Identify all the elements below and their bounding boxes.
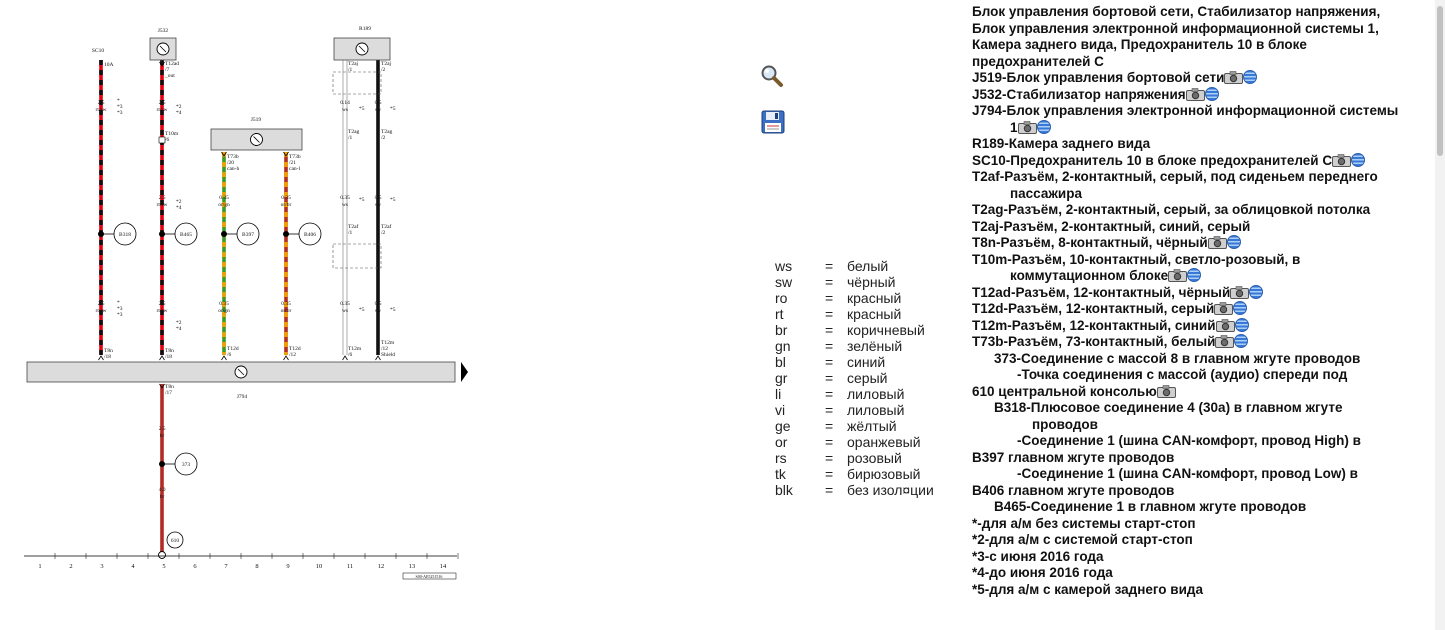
spec-col5: 2.5 <box>158 100 166 106</box>
pin-t2af-2: /2 <box>381 230 386 236</box>
spec-col3: 2.5 <box>97 100 105 106</box>
pin-t8n-18a: /18 <box>104 354 112 360</box>
legend-eq: = <box>825 354 834 370</box>
ruler-number: 14 <box>439 563 447 570</box>
pin-j532: _out <box>165 73 175 79</box>
legend-row <box>775 386 934 402</box>
node-b406-label: B406 <box>304 232 316 238</box>
legend-code: blk <box>775 482 793 498</box>
pin-t73b-21: /21 <box>289 160 297 166</box>
pin-t12m-6: /6 <box>348 352 353 358</box>
spec-col11: ws <box>341 202 349 208</box>
component-line: *3-с июня 2016 года <box>972 548 1104 564</box>
legend-code: br <box>775 322 788 338</box>
component-line: T2ag-Разъём, 2-контактный, серый, за облицовкой потолка <box>972 202 1371 217</box>
globe-icon[interactable] <box>1205 87 1219 101</box>
mark-col12: *5 <box>390 307 396 313</box>
legend-eq: = <box>825 386 834 402</box>
spec-col12: 0.5 <box>374 100 382 106</box>
globe-icon[interactable] <box>1243 70 1257 84</box>
spec-col9: 0.35 <box>281 301 291 307</box>
component-line: пассажира <box>1010 185 1082 201</box>
spec-col9: 0.35 <box>281 195 291 201</box>
mark-col11: *5 <box>359 106 365 112</box>
mark-col5: *2 <box>176 199 182 205</box>
spec-ground: br <box>159 494 165 500</box>
node-b465-label: B465 <box>180 232 192 238</box>
mark-col3: *3 <box>117 306 123 312</box>
legend-name: коричневый <box>847 322 925 338</box>
component-item[interactable] <box>972 318 1434 335</box>
legend-eq: = <box>825 370 834 386</box>
camera-icon[interactable] <box>1186 87 1205 102</box>
legend-code: li <box>775 386 782 402</box>
component-item[interactable] <box>972 301 1434 318</box>
component-line: J532-Стабилизатор напряжения <box>972 87 1434 104</box>
legend-name: без изол¤ции <box>847 482 934 498</box>
ruler-number: 12 <box>377 563 385 570</box>
camera-icon[interactable] <box>1215 334 1234 349</box>
legend-code: or <box>775 434 788 450</box>
component-item[interactable] <box>972 549 1434 566</box>
pin-r189-1: /1 <box>348 67 353 73</box>
camera-icon[interactable] <box>1214 301 1233 316</box>
pin-t12d-6: T12d <box>227 346 239 352</box>
component-line: T2aj-Разъём, 2-контактный, синий, серый <box>972 218 1251 234</box>
pin-t2ag-1: /1 <box>348 135 353 141</box>
legend-row <box>775 370 934 386</box>
globe-icon[interactable] <box>1235 318 1249 332</box>
spec-col3: rt/sw <box>95 308 107 314</box>
ruler-number: 11 <box>346 563 354 570</box>
pin-t8n-18b: /18 <box>165 354 173 360</box>
globe-icon[interactable] <box>1351 153 1365 167</box>
legend-row <box>775 450 934 466</box>
component-item[interactable] <box>972 499 1434 516</box>
pin-t73b-20: /20 <box>227 160 235 166</box>
spec-col3: rt/sw <box>95 107 107 113</box>
mark-col12: *5 <box>390 106 396 112</box>
component-item[interactable] <box>972 582 1434 599</box>
pin-t12d-6: /6 <box>227 352 232 358</box>
legend-name: синий <box>847 354 886 370</box>
connector-arrow <box>160 356 165 360</box>
connector-arrow <box>284 356 289 360</box>
pin-t2af-1: T2af <box>348 224 359 230</box>
camera-icon[interactable] <box>1224 70 1243 85</box>
component-line: 610 центральной консолью <box>972 384 1434 401</box>
component-line: B397 главном жгуте проводов <box>972 449 1175 465</box>
legend-name: лиловый <box>847 386 905 402</box>
ruler-number: 10 <box>315 563 323 570</box>
pin-t2af-1: /1 <box>348 230 353 236</box>
wire-color-legend <box>775 258 934 498</box>
legend-row <box>775 322 934 338</box>
component-item[interactable] <box>972 565 1434 582</box>
header-line: предохранителей C <box>972 53 1104 69</box>
component-line: -Соединение 1 (шина CAN-комфорт, провод Low) в <box>1017 466 1358 481</box>
legend-eq: = <box>825 466 834 482</box>
component-item[interactable] <box>972 532 1434 549</box>
component-line: *4-до июня 2016 года <box>972 565 1113 580</box>
pin-t8n-18b: T8n <box>165 348 174 354</box>
component-line: -Точка соединения с массой (аудио) спереди под <box>1017 367 1348 382</box>
mark-col11: *5 <box>359 307 365 313</box>
legend-eq: = <box>825 258 834 274</box>
spec-col9: or/br <box>280 202 292 208</box>
legend-eq: = <box>825 402 834 418</box>
legend-eq: = <box>825 306 834 322</box>
legend-code: sw <box>775 274 793 290</box>
component-line: T10m-Разъём, 10-контактный, светло-розовый, в <box>972 251 1301 267</box>
spec-col5: 2.5 <box>158 301 166 307</box>
component-item[interactable] <box>972 400 1434 433</box>
globe-icon[interactable] <box>1037 120 1051 134</box>
camera-icon[interactable] <box>1208 235 1227 250</box>
globe-icon[interactable] <box>1234 334 1248 348</box>
pin-t73b-21: T73b <box>289 154 301 160</box>
spec-col12: sw <box>374 308 382 314</box>
globe-icon[interactable] <box>1187 268 1201 282</box>
legend-eq: = <box>825 418 834 434</box>
ground-terminal <box>159 552 166 559</box>
header-line: Камера заднего вида, Предохранитель 10 в блоке <box>972 37 1307 52</box>
spec-col7: or/gn <box>218 308 230 314</box>
component-item[interactable] <box>972 285 1434 302</box>
legend-code: vi <box>775 402 786 418</box>
ruler-number: 8 <box>255 563 259 570</box>
component-item[interactable] <box>972 351 1434 368</box>
mark-col3: *3 <box>117 104 123 110</box>
legend-eq: = <box>825 290 834 306</box>
pin-t12m-12: T12m <box>381 340 395 346</box>
node-b397-label: B397 <box>242 232 254 238</box>
spec-col7: or/gn <box>218 202 230 208</box>
component-line: 373-Соединение с массой 8 в главном жгуте проводов <box>994 350 1361 366</box>
component-item[interactable] <box>972 219 1434 236</box>
legend-code: gr <box>775 370 788 386</box>
component-item[interactable] <box>972 433 1434 466</box>
pin-t2ag-2: /2 <box>381 135 386 141</box>
mark-col12: *5 <box>390 197 396 203</box>
component-line: *5-для а/м с камерой заднего вида <box>972 581 1203 597</box>
component-line: -Соединение 1 (шина CAN-комфорт, провод High) в <box>1017 433 1361 448</box>
component-line: T73b-Разъём, 73-контактный, белый <box>972 334 1434 351</box>
pin-r189-1: T2aj <box>348 61 359 67</box>
j519-label: J519 <box>250 117 262 123</box>
legend-name: чёрный <box>847 274 896 290</box>
component-line: T12ad-Разъём, 12-контактный, чёрный <box>972 285 1434 302</box>
component-line: T8n-Разъём, 8-контактный, чёрный <box>972 235 1434 252</box>
component-line: T2af-Разъём, 2-контактный, серый, под сиденьем переднего <box>972 169 1378 184</box>
mark-col3: * <box>117 98 120 104</box>
spec-col11: ws <box>341 308 349 314</box>
component-item[interactable] <box>972 70 1434 87</box>
connector-arrow <box>99 356 104 360</box>
mark-col5: *4 <box>176 326 182 332</box>
ruler-number: 9 <box>286 563 290 570</box>
ruler-number: 7 <box>224 563 228 570</box>
legend-row <box>775 274 934 290</box>
fuse-label: SC10 <box>91 48 105 54</box>
legend-eq: = <box>825 482 834 498</box>
spec-col7: 0.35 <box>219 301 229 307</box>
component-item[interactable] <box>972 516 1434 533</box>
vertical-scrollbar[interactable] <box>1435 0 1445 630</box>
component-line: T12m-Разъём, 12-контактный, синий <box>972 318 1434 335</box>
fuse-rating: 10A <box>104 62 114 68</box>
legend-code: rs <box>775 450 787 466</box>
pin-j532: T12ad <box>165 61 180 67</box>
ruler-number: 2 <box>69 563 73 570</box>
ruler-number: 1 <box>38 563 42 570</box>
pin-t2ag-1: T2ag <box>348 129 360 135</box>
mark-col5: *2 <box>176 320 182 326</box>
component-item[interactable] <box>972 87 1434 104</box>
legend-row <box>775 258 934 274</box>
node-b318-label: B318 <box>119 232 131 238</box>
pin-t12d-12: T12d <box>289 346 301 352</box>
legend-name: красный <box>847 290 902 306</box>
component-item[interactable] <box>972 136 1434 153</box>
component-line: B465-Соединение 1 в главном жгуте проводов <box>994 499 1307 514</box>
mark-col5: *4 <box>176 205 182 211</box>
drawing-code: S00-AE5251516 <box>415 574 443 579</box>
shield-box <box>333 72 381 94</box>
spec-col9: or/br <box>280 308 292 314</box>
component-line: коммутационном блоке <box>972 268 1434 285</box>
connector-arrow <box>222 356 227 360</box>
floppy-disk-icon[interactable] <box>761 110 787 136</box>
legend-code: bl <box>775 354 786 370</box>
camera-icon[interactable] <box>1332 153 1351 168</box>
pin-t73b-20: can-h <box>227 166 240 172</box>
ruler-number: 6 <box>193 563 197 570</box>
component-item[interactable] <box>972 202 1434 219</box>
pin-t73b-20: T73b <box>227 154 239 160</box>
component-line: *2-для а/м с системой старт-стоп <box>972 532 1193 547</box>
spec-col5: rt/sw <box>156 308 168 314</box>
component-item[interactable] <box>972 235 1434 252</box>
mark-col5: *4 <box>176 110 182 116</box>
pin-t2ag-2: T2ag <box>381 129 393 135</box>
pin-t10m: /6 <box>165 137 170 143</box>
component-line: B406 главном жгуте проводов <box>972 482 1175 498</box>
node-373-label: 373 <box>181 462 191 468</box>
legend-name: лиловый <box>847 402 905 418</box>
r189-label: R189 <box>359 26 371 32</box>
legend-eq: = <box>825 434 834 450</box>
spec-ground: br <box>159 433 165 439</box>
component-line: B318-Плюсовое соединение 4 (30a) в главном жгуте <box>994 400 1343 415</box>
legend-eq: = <box>825 322 834 338</box>
legend-name: серый <box>847 370 888 386</box>
pin-t2af-2: T2af <box>381 224 392 230</box>
legend-row <box>775 402 934 418</box>
legend-name: белый <box>847 258 889 274</box>
spec-col12: 0.5 <box>374 301 382 307</box>
pin-t8n-17: T8n <box>165 384 174 390</box>
component-item[interactable] <box>972 252 1434 285</box>
spec-col12: sw <box>374 202 382 208</box>
pin-r189-2: T2aj <box>381 61 392 67</box>
spec-ground: 2.5 <box>158 426 166 432</box>
legend-code: gn <box>775 338 791 354</box>
legend-eq: = <box>825 338 834 354</box>
spec-col12: sw <box>374 107 382 113</box>
spec-col5: rt/sw <box>156 202 168 208</box>
component-line: T12d-Разъём, 12-контактный, серый <box>972 301 1434 318</box>
ruler-number: 4 <box>131 563 135 570</box>
connector-arrow <box>343 356 348 360</box>
component-line: *-для а/м без системы старт-стоп <box>972 515 1196 531</box>
pin-r189-2: /2 <box>381 67 386 73</box>
shield-box <box>333 244 381 268</box>
pin-t73b-21: can-l <box>289 166 300 172</box>
component-line: проводов <box>1032 416 1098 432</box>
camera-icon[interactable] <box>1216 318 1235 333</box>
pin-t12d-12: /12 <box>289 352 297 358</box>
mark-col11: *5 <box>359 197 365 203</box>
ground-610-label: 610 <box>170 538 180 544</box>
header-line: Блок управления электронной информационной системы 1, <box>972 20 1379 36</box>
legend-row <box>775 306 934 322</box>
spec-col12: 0.5 <box>374 195 382 201</box>
legend-row <box>775 418 934 434</box>
component-list-header <box>972 4 1434 70</box>
spec-col11: 0.35 <box>340 195 350 201</box>
legend-code: ge <box>775 418 791 434</box>
globe-icon[interactable] <box>1249 285 1263 299</box>
component-line: J519-Блок управления бортовой сети <box>972 70 1434 87</box>
header-line: Блок управления бортовой сети, Стабилизатор напряжения, <box>972 4 1381 19</box>
component-line: R189-Камера заднего вида <box>972 136 1151 151</box>
legend-code: ro <box>775 290 788 306</box>
legend-code: ws <box>775 258 793 274</box>
component-item[interactable] <box>972 153 1434 170</box>
legend-code: rt <box>775 306 784 322</box>
camera-icon[interactable] <box>1168 268 1187 283</box>
legend-name: бирюзовый <box>847 466 921 482</box>
component-line: J794-Блок управления электронной информационной системы <box>972 103 1399 118</box>
component-item[interactable] <box>972 334 1434 351</box>
legend-code: tk <box>775 466 786 482</box>
camera-icon[interactable] <box>1018 120 1037 135</box>
legend-name: оранжевый <box>847 434 921 450</box>
pin-t8n-17: /17 <box>165 390 173 396</box>
labels-layer <box>38 26 447 579</box>
mark-col5: *2 <box>176 104 182 110</box>
spec-col5: 2.5 <box>158 195 166 201</box>
component-item[interactable] <box>972 466 1434 499</box>
legend-row <box>775 482 934 498</box>
mark-col3: *3 <box>117 110 123 116</box>
legend-row <box>775 290 934 306</box>
legend-name: жёлтый <box>847 418 897 434</box>
ruler-number: 13 <box>408 563 416 570</box>
component-line: SC10-Предохранитель 10 в блоке предохранителей C <box>972 153 1434 170</box>
component-item[interactable] <box>972 103 1434 136</box>
spec-col3: 2.5 <box>97 301 105 307</box>
magnifier-icon[interactable] <box>760 64 786 90</box>
components-layer <box>27 38 468 382</box>
spec-col7: 0.35 <box>219 195 229 201</box>
spec-col11: ws <box>341 107 349 113</box>
ruler-number: 5 <box>162 563 166 570</box>
globe-icon[interactable] <box>1227 235 1241 249</box>
legend-name: зелёный <box>847 338 903 354</box>
legend-name: розовый <box>847 450 902 466</box>
spec-col5: rt/sw <box>156 107 168 113</box>
pin-t12m-12: Shield <box>381 352 396 358</box>
spec-col11: 0.14 <box>340 100 350 106</box>
legend-eq: = <box>825 274 834 290</box>
pin-j532: /7 <box>165 67 170 73</box>
camera-icon[interactable] <box>1230 285 1249 300</box>
continuation-arrow-icon <box>461 362 468 382</box>
mark-col3: *3 <box>117 312 123 318</box>
camera-icon[interactable] <box>1157 384 1176 399</box>
mark-col3: * <box>117 300 120 306</box>
component-item[interactable] <box>972 367 1434 400</box>
legend-row <box>775 466 934 482</box>
spec-ground: 4.0 <box>158 487 166 493</box>
legend-name: красный <box>847 306 902 322</box>
legend-eq: = <box>825 450 834 466</box>
legend-row <box>775 434 934 450</box>
component-line: 1 <box>972 120 1434 137</box>
pin-t12m-12: /12 <box>381 346 389 352</box>
legend-row <box>775 338 934 354</box>
pin-t8n-18a: T8n <box>104 348 113 354</box>
connector-arrow <box>376 356 381 360</box>
j794-label: J794 <box>236 394 248 400</box>
pin-t12m-6: T12m <box>348 346 362 352</box>
component-list <box>972 4 1434 598</box>
spec-col11: 0.35 <box>340 301 350 307</box>
component-item[interactable] <box>972 169 1434 202</box>
legend-row <box>775 354 934 370</box>
scrollbar-thumb[interactable] <box>1437 6 1443 156</box>
j532-label: J532 <box>157 28 169 34</box>
globe-icon[interactable] <box>1233 301 1247 315</box>
pin-t10m: T10m <box>165 131 179 137</box>
ruler-number: 3 <box>100 563 104 570</box>
